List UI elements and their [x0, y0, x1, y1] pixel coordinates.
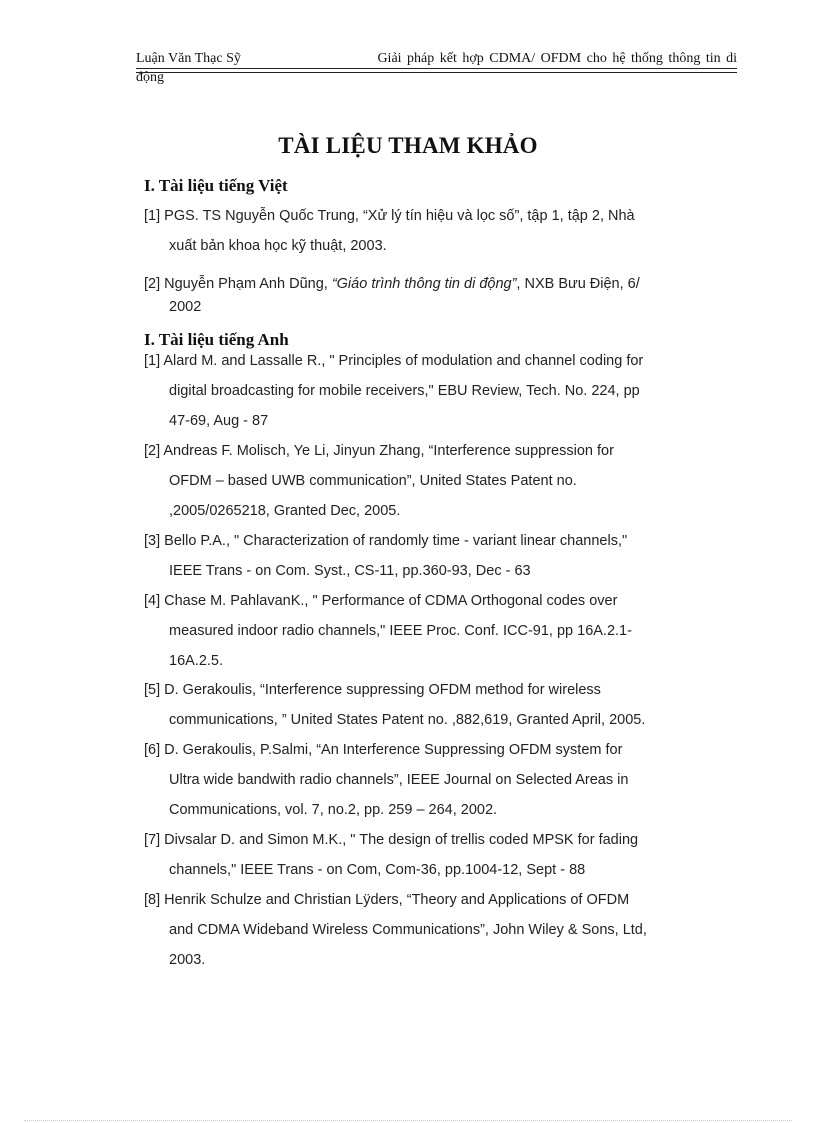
reference-line: 2003. [169, 952, 206, 968]
reference-line: Ultra wide bandwith radio channels”, IEEE Journal on Selected Areas in [169, 772, 629, 788]
page-bottom-edge [24, 1120, 792, 1121]
reference-line: channels," IEEE Trans - on Com, Com-36, pp.1004-12, Sept - 88 [169, 862, 586, 878]
reference-line: [3] Bello P.A., " Characterization of randomly time - variant linear channels," [144, 533, 628, 549]
reference-line: measured indoor radio channels," IEEE Proc. Conf. ICC-91, pp 16A.2.1- [169, 623, 632, 639]
reference-line: [1] PGS. TS Nguyễn Quốc Trung, “Xử lý tín hiệu và lọc số”, tập 1, tập 2, Nhà [144, 208, 635, 224]
reference-line: [1] Alard M. and Lassalle R., " Principles of modulation and channel coding for [144, 353, 644, 369]
reference-author: [2] Nguyễn Phạm Anh Dũng, [144, 276, 332, 292]
reference-line: [5] D. Gerakoulis, “Interference suppressing OFDM method for wireless [144, 682, 601, 698]
reference-line: communications, ” United States Patent no. ,882,619, Granted April, 2005. [169, 712, 646, 728]
reference-line: [6] D. Gerakoulis, P.Salmi, “An Interference Suppressing OFDM system for [144, 742, 623, 758]
reference-line: ,2005/0265218, Granted Dec, 2005. [169, 503, 401, 519]
reference-line: Communications, vol. 7, no.2, pp. 259 – 264, 2002. [169, 802, 498, 818]
section-heading-english: I. Tài liệu tiếng Anh [144, 330, 289, 349]
reference-title: “Giáo trình thông tin di động” [331, 276, 517, 292]
reference-line: 2002 [169, 299, 202, 315]
reference-line: digital broadcasting for mobile receivers," EBU Review, Tech. No. 224, pp [169, 383, 640, 399]
reference-line: OFDM – based UWB communication”, United States Patent no. [169, 473, 577, 489]
header-rule-top [136, 68, 737, 69]
reference-line: [2] Andreas F. Molisch, Ye Li, Jinyun Zhang, “Interference suppression for [144, 443, 614, 459]
reference-line: [8] Henrik Schulze and Christian Lÿders, “Theory and Applications of OFDM [144, 892, 630, 908]
reference-line: and CDMA Wideband Wireless Communications”, John Wiley & Sons, Ltd, [169, 922, 647, 938]
header-left: Luận Văn Thạc Sỹ [136, 51, 241, 66]
header-rule-bottom [136, 72, 737, 73]
reference-line [144, 276, 640, 292]
header-wrap: động [136, 70, 164, 85]
header-right: Giải pháp kết hợp CDMA/ OFDM cho hệ thống thông tin di [377, 51, 737, 66]
reference-line: IEEE Trans - on Com. Syst., CS-11, pp.360-93, Dec - 63 [169, 563, 531, 579]
reference-line: [4] Chase M. PahlavanK., " Performance of CDMA Orthogonal codes over [144, 593, 618, 609]
reference-line: xuất bản khoa học kỹ thuật, 2003. [169, 238, 387, 254]
reference-publisher: , NXB Bưu Điện, 6/ [516, 276, 640, 292]
section-heading-vietnamese: I. Tài liệu tiếng Việt [144, 176, 288, 195]
reference-line: 47-69, Aug - 87 [169, 413, 269, 429]
reference-line: 16A.2.5. [169, 653, 224, 669]
reference-line: [7] Divsalar D. and Simon M.K., " The design of trellis coded MPSK for fading [144, 832, 639, 848]
page-title: TÀI LIỆU THAM KHẢO [278, 133, 538, 158]
